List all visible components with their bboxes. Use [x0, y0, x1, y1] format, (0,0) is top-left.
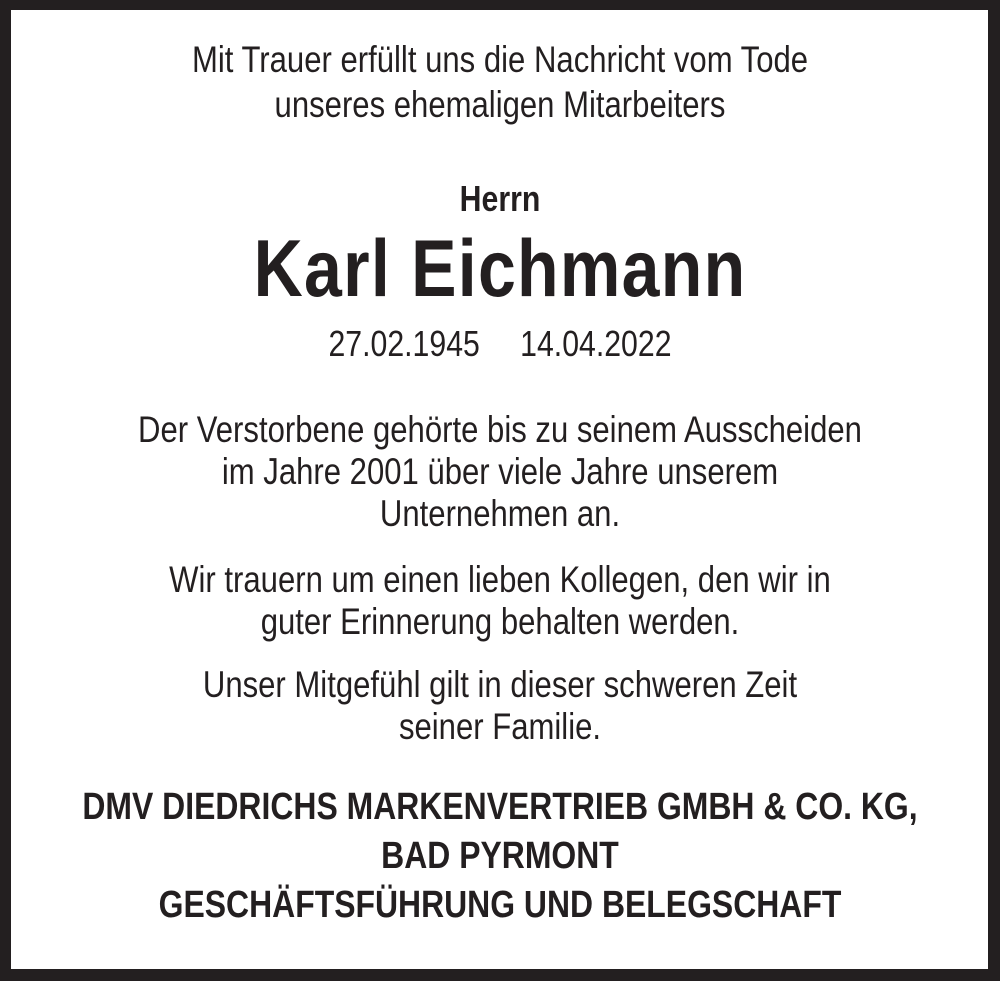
salutation: Herrn: [459, 178, 541, 219]
signature-company-line: DMV DIEDRICHS MARKENVERTRIEB GMBH & CO. KG,: [82, 786, 918, 828]
body-paragraph-condolence-line-1: Unser Mitgefühl gilt in dieser schweren Zeit: [202, 664, 798, 705]
signature-block: [80, 783, 920, 930]
intro-line-1: Mit Trauer erfüllt uns die Nachricht vom Tode: [191, 39, 809, 80]
intro-line-2: unseres ehemaligen Mitarbeiters: [274, 84, 726, 125]
intro-text: [80, 37, 920, 127]
body-paragraph-membership-line-3: Unternehmen an.: [379, 493, 621, 534]
body-paragraph-mourning-line-2: guter Erinnerung behalten werden.: [260, 601, 740, 642]
death-date: 14.04.2022: [520, 323, 672, 364]
body-paragraph-membership-line-2: im Jahre 2001 über viele Jahre unserem: [221, 451, 779, 492]
body-paragraph-membership: [80, 409, 920, 535]
signature-city-line: BAD PYRMONT: [381, 835, 619, 877]
body-paragraph-mourning-line-1: Wir trauern um einen lieben Kollegen, den wir in: [169, 559, 831, 600]
body-paragraph-condolence: [80, 664, 920, 748]
body-paragraph-membership-line-1: Der Verstorbene gehörte bis zu seinem Ausscheiden: [138, 409, 862, 450]
birth-date: 27.02.1945: [328, 323, 480, 364]
signature-signers-line: GESCHÄFTSFÜHRUNG UND BELEGSCHAFT: [158, 884, 842, 926]
body-paragraph-condolence-line-2: seiner Familie.: [398, 706, 602, 747]
deceased-name: Karl Eichmann: [253, 224, 747, 314]
life-dates: [80, 323, 920, 364]
body-paragraph-mourning: [80, 559, 920, 643]
